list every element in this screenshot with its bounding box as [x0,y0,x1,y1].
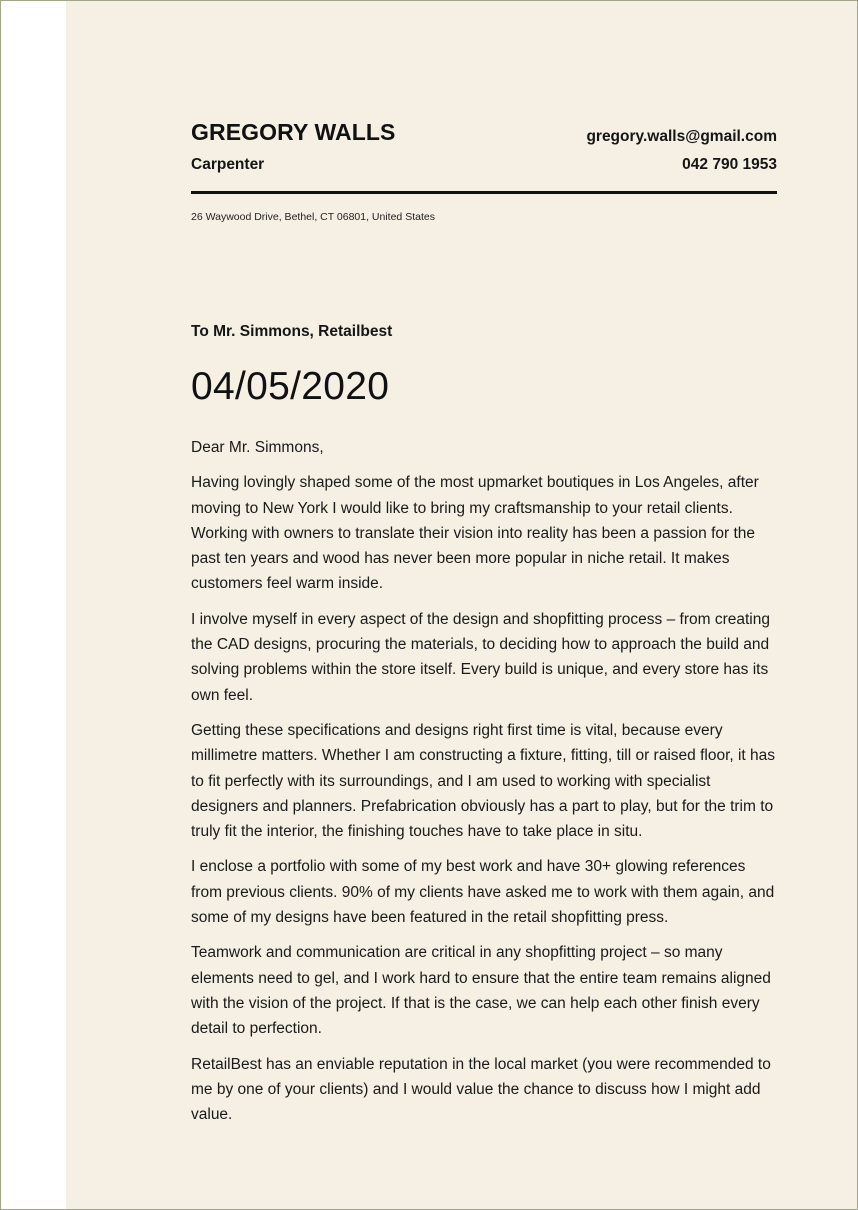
salutation: Dear Mr. Simmons, [191,439,324,456]
header-divider [191,191,777,194]
sender-phone: 042 790 1953 [682,156,777,173]
sender-name: GREGORY WALLS [191,119,396,145]
letter-body [191,435,777,1137]
paragraph: Having lovingly shaped some of the most upmarket boutiques in Los Angeles, after moving to New York I would like to bring my craftsmanship to your retail clients. Working with owners to translate their vision into reality has been a passion for the past ten years and wood has never been more popular in niche retail. It makes customers feel warm inside. [191,474,759,593]
letter-header [191,119,777,179]
paragraph: Teamwork and communication are critical in any shopfitting project – so many elements need to gel, and I work hard to ensure that the entire team remains aligned with the vision of the project. If that is the case, we can help each other finish every detail to perfection. [191,944,771,1038]
paragraph: Getting these specifications and designs right first time is vital, because every millimetre matters. Whether I am constructing a fixture, fitting, till or raised floor, it has to fit perfectly with its surroundings, and I am used to working with specialist designers and planners. Prefabrication obviously has a part to play, but for the trim to truly fit the interior, the finishing touches have to take place in situ. [191,721,776,841]
sender-address: 26 Waywood Drive, Bethel, CT 06801, United States [191,211,435,223]
recipient-line: To Mr. Simmons, Retailbest [191,323,393,340]
letter-date: 04/05/2020 [191,365,390,408]
paragraph: RetailBest has an enviable reputation in the local market (you were recommended to me by one of your clients) and I would value the chance to discuss how I might add value. [191,1055,771,1124]
paragraph: I enclose a portfolio with some of my best work and have 30+ glowing references from previous clients. 90% of my clients have asked me to work with them again, and some of my designs have been featured in the retail shopfitting press. [191,858,775,927]
paragraph: I involve myself in every aspect of the design and shopfitting process – from creating the CAD designs, procuring the materials, to deciding how to approach the build and solving problems within the store itself. Every build is unique, and every store has its own feel. [191,610,770,704]
sender-email: gregory.walls@gmail.com [586,128,777,145]
sender-role: Carpenter [191,156,265,173]
